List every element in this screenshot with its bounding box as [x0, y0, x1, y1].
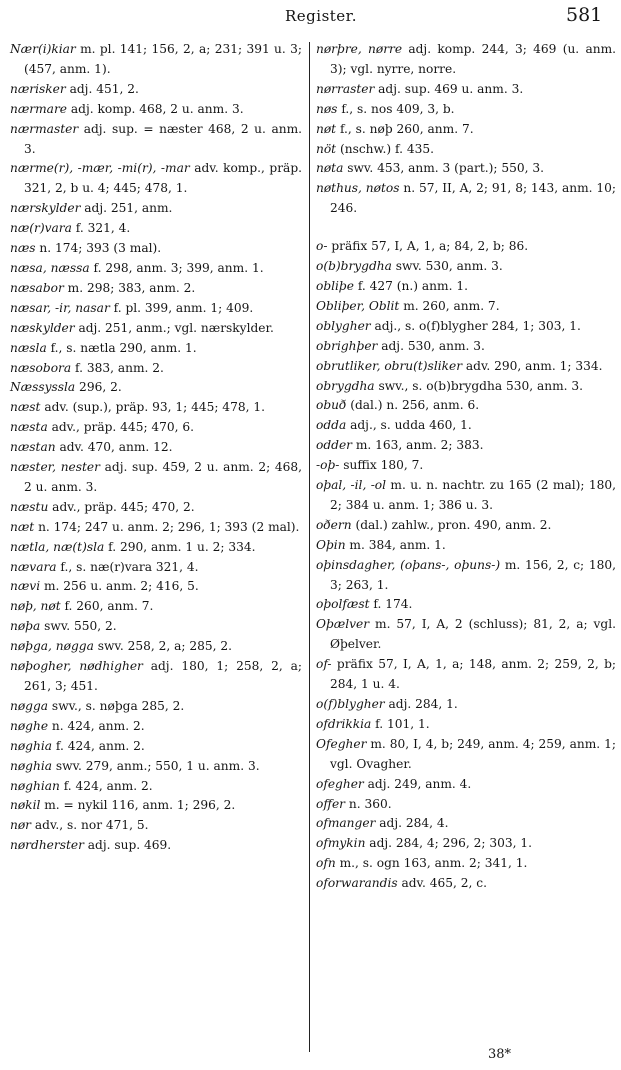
index-entry: [316, 456, 616, 476]
page-header: [0, 2, 621, 32]
index-entry: [316, 377, 616, 397]
entry-references: präfix 57, I, A, 1, a; 148, anm. 2; 259, 2, b; 284, 1 u. 4.: [330, 657, 616, 692]
entry-references: swv. 550, 2.: [40, 619, 117, 634]
headword: of-: [316, 657, 332, 672]
index-entry: [316, 416, 616, 436]
index-entry: [316, 775, 616, 795]
index-entry: [10, 558, 302, 578]
index-entry: [10, 418, 302, 438]
headword: næsar, -ir, nasar: [10, 300, 110, 315]
headword: næsa, næssa: [10, 260, 90, 275]
entry-references: f. 383, anm. 2.: [71, 360, 164, 375]
headword: næstu: [10, 499, 49, 514]
entry-references: f. 424, anm. 2.: [59, 778, 153, 793]
index-entry: [316, 476, 616, 516]
headword: oðern: [316, 517, 352, 532]
headword: nøþogher, nødhigher: [10, 659, 143, 674]
index-entry: [316, 834, 616, 854]
entry-references: m., s. ogn 163, anm. 2; 341, 1.: [335, 856, 528, 871]
headword: ofdrikkia: [316, 716, 372, 731]
entry-references: m. pl. 141; 156, 2, a; 231; 391 u. 3; (457, anm. 1).: [24, 42, 302, 76]
entry-references: adj. 284, 1.: [384, 697, 458, 711]
entry-references: adj. komp. 468, 2 u. anm. 3.: [67, 101, 244, 116]
index-entry: [10, 637, 302, 657]
index-entry: [10, 159, 302, 199]
headword: nøghe: [10, 718, 49, 733]
entry-references: adv. 290, anm. 1; 334.: [462, 358, 603, 373]
entry-references: m. u. n. nachtr. zu 165 (2 mal); 180, 2; 384 u. anm. 1; 386 u. 3.: [330, 478, 616, 512]
index-entry: [316, 337, 616, 357]
headword: Nær(i)kiar: [10, 42, 76, 56]
entry-references: adj. 284, 4.: [375, 816, 449, 831]
index-entry: [10, 219, 302, 239]
headword: o(b)brygdha: [316, 259, 392, 274]
entry-references: adj. komp. 244, 3; 469 (u. anm. 3); vgl. nyrre, norre.: [330, 42, 616, 76]
headword: oþinsdagher, (oþans-, oþuns-): [316, 557, 501, 572]
index-entry: [316, 257, 616, 277]
headword: oblygher: [316, 318, 371, 333]
headword: obliþe: [316, 278, 354, 293]
entry-references: m. = nykil 116, anm. 1; 296, 2.: [40, 798, 236, 813]
index-entry: [10, 597, 302, 617]
index-entry: [10, 816, 302, 836]
index-entry: [316, 120, 616, 140]
index-entry: [316, 655, 616, 695]
entry-references: m. 163, anm. 2; 383.: [351, 438, 484, 453]
signature-mark: 38*: [488, 1047, 512, 1062]
entry-references: präfix 57, I, A, 1, a; 84, 2, b; 86.: [327, 239, 529, 254]
headword: obrygdha: [316, 378, 375, 393]
headword: ofmykin: [316, 836, 366, 851]
index-entry: [10, 279, 302, 299]
running-title: Register.: [285, 7, 357, 25]
index-entry: [10, 458, 302, 498]
index-entry: [316, 179, 616, 219]
index-entry: [10, 518, 302, 538]
index-entry: [316, 80, 616, 100]
headword: nøghia: [10, 758, 53, 773]
index-entry: [316, 396, 616, 416]
page-number: 581: [566, 4, 603, 26]
index-entry: [316, 317, 616, 337]
headword: ofegher: [316, 776, 364, 791]
entry-references: adj. 451, 2.: [65, 81, 139, 96]
entry-references: adv., präp. 445; 470, 6.: [47, 420, 195, 435]
headword: nøghia: [10, 738, 53, 753]
headword: nærme(r), -mær, -mi(r), -mar: [10, 161, 190, 176]
headword: oþolfæst: [316, 597, 370, 612]
headword: nøgga: [10, 698, 49, 713]
index-entry: [10, 120, 302, 160]
headword: obrutliker, obru(t)sliker: [316, 358, 463, 373]
entry-references: f. 298, anm. 3; 399, anm. 1.: [89, 260, 264, 275]
index-entry: [10, 538, 302, 558]
index-entry: [316, 277, 616, 297]
index-entry: [316, 100, 616, 120]
right-column: [316, 40, 616, 894]
headword: nørdherster: [10, 838, 84, 853]
index-entry: [316, 795, 616, 815]
index-entry: [10, 438, 302, 458]
headword: nærmaster: [10, 121, 79, 136]
left-column: [10, 40, 302, 856]
entry-references: (dal.) zahlw., pron. 490, anm. 2.: [351, 517, 552, 532]
index-entry: [10, 617, 302, 637]
index-entry: [316, 237, 616, 257]
index-entry: [316, 556, 616, 596]
column-divider: [309, 42, 310, 1052]
headword: næsobora: [10, 360, 72, 375]
entry-references: f. 101, 1.: [371, 716, 430, 731]
index-entry: [10, 299, 302, 319]
entry-references: n. 174; 247 u. anm. 2; 296, 1; 393 (2 mal).: [34, 519, 300, 534]
entry-references: adv., s. nor 471, 5.: [31, 818, 149, 833]
index-entry: [10, 100, 302, 120]
index-entry: [316, 854, 616, 874]
index-entry: [10, 796, 302, 816]
index-entry: [10, 737, 302, 757]
entry-references: n. 360.: [345, 796, 392, 811]
headword: næst: [10, 400, 41, 415]
headword: Oþælver: [316, 617, 370, 632]
index-entry: [10, 239, 302, 259]
headword: næskylder: [10, 320, 75, 335]
headword: nærisker: [10, 81, 66, 96]
index-entry: [10, 577, 302, 597]
entry-references: f. 290, anm. 1 u. 2; 334.: [104, 539, 256, 554]
entry-references: m. 80, I, 4, b; 249, anm. 4; 259, anm. 1; vgl. Ovagher.: [330, 736, 616, 771]
entry-references: m. 256 u. anm. 2; 416, 5.: [40, 579, 199, 594]
entry-references: f. 427 (n.) anm. 1.: [353, 278, 468, 293]
entry-references: swv. 453, anm. 3 (part.); 550, 3.: [343, 161, 544, 176]
index-entry: [10, 398, 302, 418]
index-entry: [10, 319, 302, 339]
entry-references: n. 174; 393 (3 mal).: [35, 241, 162, 256]
entry-references: adj. sup. 459, 2 u. anm. 2; 468, 2 u. anm. 3.: [24, 460, 303, 494]
headword: o(f)blygher: [316, 697, 385, 711]
headword: nøthus, nøtos: [316, 181, 400, 196]
index-entry: [10, 40, 302, 80]
index-entry: [316, 516, 616, 536]
entry-references: m. 156, 2, c; 180, 3; 263, 1.: [330, 557, 616, 592]
entry-references: adv. komp., präp. 321, 2, b u. 4; 445; 478, 1.: [24, 161, 302, 196]
entry-references: adv. 465, 2, c.: [397, 876, 487, 891]
headword: nøþ, nøt: [10, 599, 61, 614]
headword: o-: [316, 239, 328, 254]
headword: næsla: [10, 340, 47, 355]
index-entry: [10, 80, 302, 100]
entry-references: adj., s. o(f)blygher 284, 1; 303, 1.: [370, 318, 581, 333]
index-entry: [10, 259, 302, 279]
headword: oforwarandis: [316, 876, 398, 891]
headword: næstan: [10, 440, 56, 455]
entry-references: adj. 249, anm. 4.: [363, 776, 472, 791]
index-entry: [316, 40, 616, 80]
entry-references: adj. 251, anm.: [80, 201, 173, 216]
entry-references: adj. 284, 4; 296, 2; 303, 1.: [365, 836, 533, 851]
headword: nærmare: [10, 101, 67, 116]
index-entry: [10, 378, 302, 398]
headword: nærskylder: [10, 201, 81, 216]
index-entry: [316, 436, 616, 456]
entry-references: m. 260, anm. 7.: [399, 298, 500, 313]
index-entry: [10, 359, 302, 379]
entry-references: adj. 251, anm.; vgl. nærskylder.: [74, 320, 274, 335]
headword: nævi: [10, 579, 41, 594]
headword: nøþga, nøgga: [10, 639, 94, 654]
index-entry: [10, 199, 302, 219]
headword: nøkil: [10, 798, 41, 813]
index-entry: [316, 140, 616, 160]
headword: Oþin: [316, 537, 346, 552]
headword: nørraster: [316, 81, 375, 96]
headword: nøþa: [10, 619, 41, 634]
entry-references: (nschw.) f. 435.: [336, 141, 434, 156]
entry-references: suffix 180, 7.: [339, 458, 424, 473]
headword: nøs: [316, 101, 338, 116]
index-entry: [316, 715, 616, 735]
index-entry: [316, 159, 616, 179]
index-entry: [10, 339, 302, 359]
entry-references: adj. sup. 469.: [83, 838, 172, 853]
entry-references: swv., s. nøþga 285, 2.: [48, 698, 185, 713]
index-entry: [316, 297, 616, 317]
entry-references: n. 424, anm. 2.: [48, 718, 145, 733]
index-entry: [316, 695, 616, 715]
index-entry: [10, 697, 302, 717]
entry-references: m. 384, anm. 1.: [345, 537, 446, 552]
headword: næsabor: [10, 280, 64, 295]
index-entry: [10, 777, 302, 797]
entry-references: f. 321, 4.: [71, 221, 131, 236]
headword: obrighþer: [316, 338, 378, 353]
index-entry: [10, 498, 302, 518]
entry-references: f., s. næ(r)vara 321, 4.: [56, 559, 199, 574]
index-entry: [316, 735, 616, 775]
entry-references: f., s. nos 409, 3, b.: [337, 101, 455, 116]
entry-references: adv. 470, anm. 12.: [55, 440, 173, 455]
entry-references: swv. 279, anm.; 550, 1 u. anm. 3.: [52, 758, 260, 773]
headword: Næssyssla: [10, 380, 76, 395]
headword: næster, nester: [10, 460, 100, 475]
entry-references: swv. 530, anm. 3.: [391, 259, 503, 274]
headword: næt: [10, 519, 35, 534]
headword: nætla, næ(t)sla: [10, 539, 105, 554]
headword: nøta: [316, 161, 344, 176]
entry-references: adj. sup. = næster 468, 2 u. anm. 3.: [24, 121, 302, 156]
headword: -oþ-: [316, 458, 340, 473]
headword: nøt: [316, 121, 337, 136]
index-entry: [10, 657, 302, 697]
entry-references: adj., s. udda 460, 1.: [346, 418, 472, 433]
headword: næs: [10, 241, 36, 256]
entry-references: f., s. nøþ 260, anm. 7.: [336, 121, 474, 136]
headword: nørþre, nørre: [316, 42, 403, 56]
entry-references: 296, 2.: [75, 380, 122, 395]
headword: næ(r)vara: [10, 221, 72, 236]
entry-references: adj. sup. 469 u. anm. 3.: [374, 81, 524, 96]
entry-references: adv., präp. 445; 470, 2.: [48, 499, 195, 514]
entry-references: swv., s. o(b)brygdha 530, anm. 3.: [374, 378, 584, 393]
headword: odda: [316, 418, 347, 433]
index-entry: [10, 836, 302, 856]
headword: odder: [316, 438, 352, 453]
headword: nævara: [10, 559, 57, 574]
index-entry: [10, 717, 302, 737]
index-entry: [316, 814, 616, 834]
entry-references: adj. 530, anm. 3.: [377, 338, 485, 353]
headword: nør: [10, 818, 32, 833]
entry-references: m. 298; 383, anm. 2.: [63, 280, 196, 295]
entry-references: m. 57, I, A, 2 (schluss); 81, 2, a; vgl. Øþelver.: [330, 617, 616, 652]
headword: næsta: [10, 420, 48, 435]
index-entry: [316, 536, 616, 556]
headword: ofmanger: [316, 816, 376, 831]
headword: ofn: [316, 856, 336, 871]
headword: obuð: [316, 398, 347, 413]
entry-references: swv. 258, 2, a; 285, 2.: [93, 639, 233, 654]
headword: offer: [316, 796, 346, 811]
entry-references: adv. (sup.), präp. 93, 1; 445; 478, 1.: [40, 400, 265, 415]
entry-references: f., s. nætla 290, anm. 1.: [46, 340, 197, 355]
index-entry: [316, 595, 616, 615]
index-entry: [10, 757, 302, 777]
entry-references: f. 174.: [369, 597, 413, 612]
entry-references: (dal.) n. 256, anm. 6.: [346, 398, 480, 413]
entry-references: f. pl. 399, anm. 1; 409.: [109, 300, 254, 315]
index-entry: [316, 615, 616, 655]
entry-references: n. 57, II, A, 2; 91, 8; 143, anm. 10; 246.: [330, 181, 616, 216]
entry-references: f. 424, anm. 2.: [52, 738, 145, 753]
headword: nöt: [316, 141, 337, 156]
headword: Ofegher: [316, 736, 367, 751]
entry-references: f. 260, anm. 7.: [60, 599, 154, 614]
headword: Obliþer, Oblit: [316, 298, 400, 313]
entry-references: adj. 180, 1; 258, 2, a; 261, 3; 451.: [24, 659, 302, 693]
index-entry: [316, 874, 616, 894]
headword: nøghian: [10, 778, 60, 793]
index-entry: [316, 357, 616, 377]
headword: oþal, -il, -ol: [316, 478, 387, 493]
